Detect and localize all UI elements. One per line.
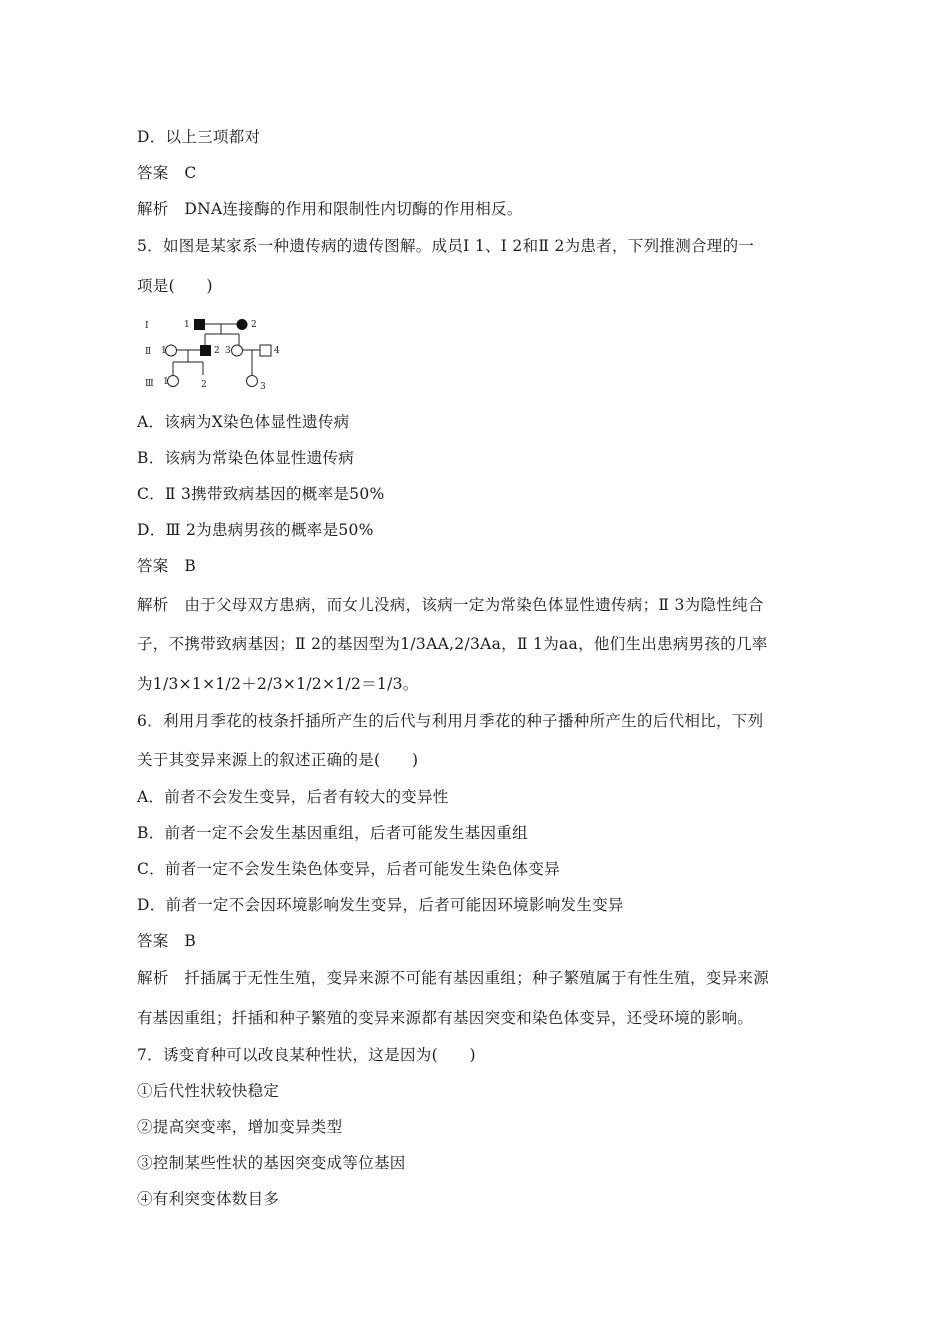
statement-3-q7: ③控制某些性状的基因突变成等位基因 (137, 1154, 406, 1172)
answer-q4: 答案 C (137, 164, 197, 182)
option-d-q6: D．前者一定不会因环境影响发生变异，后者可能因环境影响发生变异 (137, 896, 624, 914)
analysis-q4: 解析 DNA连接酶的作用和限制性内切酶的作用相反。 (137, 200, 523, 218)
statement-4-q7: ④有利突变体数目多 (137, 1190, 280, 1208)
member-II4-male (260, 345, 271, 356)
label-III2: 2 (201, 380, 207, 390)
label-II2: 2 (214, 346, 220, 356)
option-c-q6: C．前者一定不会发生染色体变异，后者可能发生染色体变异 (137, 860, 560, 878)
generation-label-3: Ⅲ (145, 379, 154, 389)
member-II3-female (232, 345, 243, 356)
member-I1-affected-male (194, 319, 205, 330)
member-II1-female (166, 345, 177, 356)
option-a-q5: A．该病为X染色体显性遗传病 (137, 413, 350, 431)
option-d-q4: D．以上三项都对 (137, 128, 261, 146)
label-II3: 3 (225, 346, 231, 356)
label-I1: 1 (184, 320, 190, 330)
answer-q5: 答案 B (137, 557, 197, 575)
generation-label-1: Ⅰ (145, 321, 149, 331)
question-6-line-2: 关于其变异来源上的叙述正确的是( ) (137, 751, 419, 769)
analysis-q5-line-3: 为1/3×1×1/2＋2/3×1/2×1/2＝1/3。 (137, 675, 419, 693)
statement-1-q7: ①后代性状较快稳定 (137, 1082, 280, 1100)
analysis-q6-line-2: 有基因重组；扦插和种子繁殖的变异来源都有基因突变和染色体变异，还受环境的影响。 (137, 1009, 754, 1027)
label-III3: 3 (260, 382, 266, 392)
question-5-line-1: 5．如图是某家系一种遗传病的遗传图解。成员Ⅰ 1、Ⅰ 2和Ⅱ 2为患者，下列推测合理的一 (137, 237, 755, 255)
statement-2-q7: ②提高突变率，增加变异类型 (137, 1118, 343, 1136)
analysis-q5-line-1: 解析 由于父母双方患病，而女儿没病，该病一定为常染色体显性遗传病；Ⅱ 3为隐性纯合 (137, 596, 764, 614)
answer-q6: 答案 B (137, 932, 197, 950)
member-III1-female (168, 376, 179, 387)
question-6-line-1: 6．利用月季花的枝条扦插所产生的后代与利用月季花的种子播种所产生的后代相比，下列 (137, 712, 764, 730)
option-d-q5: D．Ⅲ 2为患病男孩的概率是50% (137, 521, 374, 539)
label-II4: 4 (274, 346, 280, 356)
option-b-q5: B．该病为常染色体显性遗传病 (137, 449, 355, 467)
option-c-q5: C．Ⅱ 3携带致病基因的概率是50% (137, 485, 385, 503)
member-III3-female (247, 376, 258, 387)
generation-label-2: Ⅱ (145, 347, 152, 357)
question-5-line-2: 项是( ) (137, 277, 213, 295)
label-II1: 1 (161, 346, 167, 356)
analysis-q5-line-2: 子，不携带致病基因；Ⅱ 2的基因型为1/3AA,2/3Aa，Ⅱ 1为aa，他们生出患病男孩的几率 (137, 635, 768, 653)
member-II2-affected-male (200, 345, 211, 356)
label-I2: 2 (251, 320, 257, 330)
option-a-q6: A．前者不会发生变异，后者有较大的变异性 (137, 788, 449, 806)
analysis-q6-line-1: 解析 扦插属于无性生殖，变异来源不可能有基因重组；种子繁殖属于有性生殖，变异来源 (137, 969, 770, 987)
member-I2-affected-female (237, 319, 248, 330)
label-III1: 1 (163, 377, 169, 387)
pedigree-chart (137, 312, 297, 394)
question-7: 7．诱变育种可以改良某种性状，这是因为( ) (137, 1046, 476, 1064)
option-b-q6: B．前者一定不会发生基因重组，后者可能发生基因重组 (137, 824, 528, 842)
